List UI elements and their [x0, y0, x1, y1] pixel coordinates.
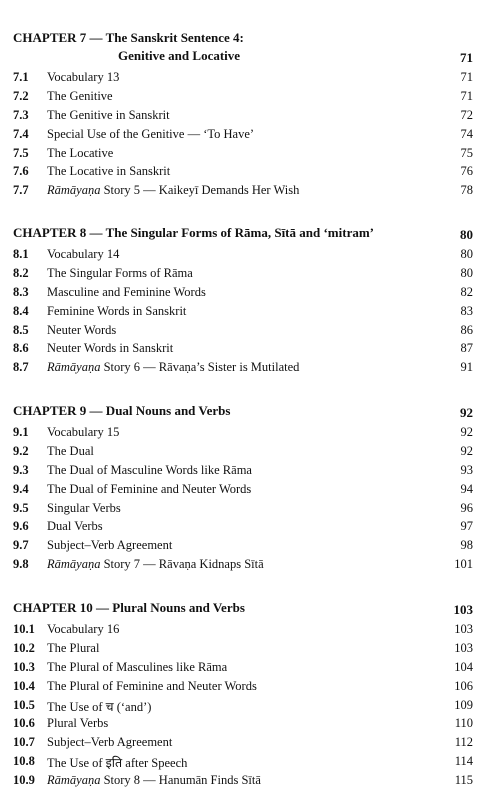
toc-entry: [0, 442, 490, 461]
story-label: Rāmāyaṇa: [47, 557, 101, 572]
section-page-number: 115: [454, 773, 473, 788]
section-page-number: 75: [460, 145, 473, 160]
story-label: Rāmāyaṇa: [47, 773, 101, 788]
toc-entry: [0, 620, 490, 639]
section-number: 8.7: [13, 360, 29, 375]
section-number: 8.6: [13, 341, 29, 356]
chapter-heading: [0, 225, 490, 245]
section-number: 9.5: [13, 500, 29, 515]
section-number: 10.8: [13, 754, 35, 769]
chapter-block: [0, 600, 490, 790]
section-number: 9.1: [13, 425, 29, 439]
section-title: The Dual of Feminine and Neuter Words: [47, 481, 252, 496]
chapter-block: [0, 30, 490, 200]
section-number: 9.6: [13, 519, 29, 534]
section-title: The Use of इति after Speech: [47, 756, 188, 771]
chapter-heading: [0, 403, 490, 423]
section-page-number: 93: [460, 462, 473, 477]
section-page-number: 101: [454, 557, 473, 572]
section-title: The Locative in Sanskrit: [47, 164, 171, 179]
section-number: 7.3: [13, 107, 29, 122]
chapter-title-continued: Genitive and Locative: [118, 48, 241, 63]
toc-entry: [0, 181, 490, 200]
toc-entry: [0, 339, 490, 358]
section-number: 8.3: [13, 284, 29, 299]
section-page-number: 97: [460, 519, 473, 534]
section-number: 7.6: [13, 164, 29, 179]
section-number: 9.7: [13, 538, 29, 553]
section-title: The Plural of Feminine and Neuter Words: [47, 678, 257, 693]
section-number: 9.4: [13, 481, 29, 496]
section-number: 10.4: [13, 678, 35, 693]
section-title: The Locative: [47, 145, 114, 160]
section-number: 9.3: [13, 462, 29, 477]
section-page-number: 71: [460, 88, 473, 103]
chapter-block: [0, 225, 490, 377]
section-title: The Use of च (‘and’): [47, 699, 152, 714]
toc-entry: [0, 480, 490, 499]
section-title: The Singular Forms of Rāma: [47, 265, 193, 280]
toc-entry: [0, 423, 490, 442]
toc-entry: [0, 499, 490, 518]
toc-entry: [0, 536, 490, 555]
story-title: Story 8 — Hanumān Finds Sītā: [103, 773, 261, 788]
toc-entry: [0, 517, 490, 536]
section-title: Masculine and Feminine Words: [47, 284, 206, 299]
section-page-number: 103: [454, 622, 473, 636]
chapter-block: [0, 403, 490, 574]
chapter-heading: [0, 30, 490, 68]
story-label: Rāmāyaṇa: [47, 360, 101, 375]
toc-entry: [0, 321, 490, 340]
section-page-number: 80: [460, 247, 473, 261]
section-page-number: 91: [460, 360, 473, 375]
section-title: Singular Verbs: [47, 500, 121, 515]
section-page-number: 96: [460, 500, 473, 515]
section-title: Subject–Verb Agreement: [47, 735, 173, 750]
toc-entry: [0, 162, 490, 181]
section-number: 10.1: [13, 622, 35, 636]
section-title: [47, 183, 299, 198]
toc-entry: [0, 658, 490, 677]
section-title: Vocabulary 13: [47, 70, 120, 84]
section-title: [47, 773, 261, 788]
section-page-number: 80: [460, 265, 473, 280]
chapter-title: CHAPTER 7 — The Sanskrit Sentence 4:: [13, 30, 244, 45]
section-page-number: 110: [454, 716, 473, 731]
section-page-number: 92: [460, 443, 473, 458]
toc-entry: [0, 696, 490, 715]
toc-entry: [0, 677, 490, 696]
section-number: 7.1: [13, 70, 29, 84]
chapter-page-number: 71: [460, 50, 473, 65]
section-title: Plural Verbs: [47, 716, 109, 731]
story-title: Story 6 — Rāvaṇa’s Sister is Mutilated: [103, 360, 300, 375]
section-number: 10.2: [13, 640, 35, 655]
toc-entry: [0, 733, 490, 752]
section-title: Special Use of the Genitive — ‘To Have’: [47, 126, 255, 141]
toc-entry: [0, 283, 490, 302]
section-page-number: 87: [460, 341, 473, 356]
chapter-title: CHAPTER 9 — Dual Nouns and Verbs: [13, 403, 231, 418]
section-page-number: 109: [454, 697, 473, 712]
story-title: Story 5 — Kaikeyī Demands Her Wish: [103, 183, 300, 198]
section-number: 8.5: [13, 322, 29, 337]
section-page-number: 98: [460, 538, 473, 553]
section-title: The Genitive in Sanskrit: [47, 107, 170, 122]
section-page-number: 103: [454, 640, 473, 655]
section-page-number: 78: [460, 183, 473, 198]
toc-entry: [0, 302, 490, 321]
section-number: 9.8: [13, 557, 29, 572]
section-number: 7.7: [13, 183, 29, 198]
toc-entry: [0, 144, 490, 163]
section-title: The Plural of Masculines like Rāma: [47, 659, 228, 674]
section-number: 10.7: [13, 735, 35, 750]
section-page-number: 104: [454, 659, 473, 674]
section-title: Vocabulary 16: [47, 622, 120, 636]
section-title: The Dual of Masculine Words like Rāma: [47, 462, 252, 477]
section-page-number: 71: [460, 70, 473, 84]
section-number: 10.6: [13, 716, 35, 731]
section-page-number: 72: [460, 107, 473, 122]
toc-entry: [0, 555, 490, 574]
section-title: [47, 360, 299, 375]
section-title: The Genitive: [47, 88, 113, 103]
section-page-number: 86: [460, 322, 473, 337]
toc-entry: [0, 771, 490, 790]
story-label: Rāmāyaṇa: [47, 183, 101, 198]
section-number: 7.5: [13, 145, 29, 160]
chapter-heading: [0, 600, 490, 620]
section-number: 9.2: [13, 443, 29, 458]
section-number: 7.2: [13, 88, 29, 103]
section-page-number: 74: [460, 126, 473, 141]
toc-entry: [0, 714, 490, 733]
section-number: 7.4: [13, 126, 29, 141]
chapter-page-number: 92: [460, 405, 473, 420]
section-page-number: 106: [454, 678, 473, 693]
section-number: 10.5: [13, 697, 35, 712]
section-title: Feminine Words in Sanskrit: [47, 303, 187, 318]
section-number: 8.2: [13, 265, 29, 280]
section-number: 10.3: [13, 659, 35, 674]
section-title: Dual Verbs: [47, 519, 103, 534]
toc-entry: [0, 106, 490, 125]
section-page-number: 76: [460, 164, 473, 179]
section-page-number: 114: [454, 754, 473, 769]
section-page-number: 92: [460, 425, 473, 439]
story-title: Story 7 — Rāvaṇa Kidnaps Sītā: [103, 557, 264, 572]
section-number: 8.4: [13, 303, 29, 318]
section-title: Neuter Words: [47, 322, 117, 337]
section-title: The Dual: [47, 443, 94, 458]
toc-entry: [0, 639, 490, 658]
section-title: Vocabulary 15: [47, 425, 120, 439]
toc-entry: [0, 358, 490, 377]
section-number: 10.9: [13, 773, 35, 788]
toc-entry: [0, 125, 490, 144]
section-page-number: 82: [460, 284, 473, 299]
chapter-page-number: 103: [453, 602, 473, 617]
toc-entry: [0, 752, 490, 771]
chapter-title: CHAPTER 8 — The Singular Forms of Rāma, Sītā and ‘mitram’: [13, 225, 374, 240]
chapter-title: CHAPTER 10 — Plural Nouns and Verbs: [13, 600, 245, 615]
section-title: Vocabulary 14: [47, 247, 120, 261]
section-title: The Plural: [47, 640, 100, 655]
section-page-number: 112: [454, 735, 473, 750]
toc-entry: [0, 461, 490, 480]
section-title: Neuter Words in Sanskrit: [47, 341, 174, 356]
toc-entry: [0, 245, 490, 264]
section-number: 8.1: [13, 247, 29, 261]
section-page-number: 94: [460, 481, 473, 496]
chapter-page-number: 80: [460, 227, 473, 242]
section-title: Subject–Verb Agreement: [47, 538, 173, 553]
section-page-number: 83: [460, 303, 473, 318]
toc-entry: [0, 87, 490, 106]
toc-entry: [0, 68, 490, 87]
section-title: [47, 557, 264, 572]
toc-entry: [0, 264, 490, 283]
